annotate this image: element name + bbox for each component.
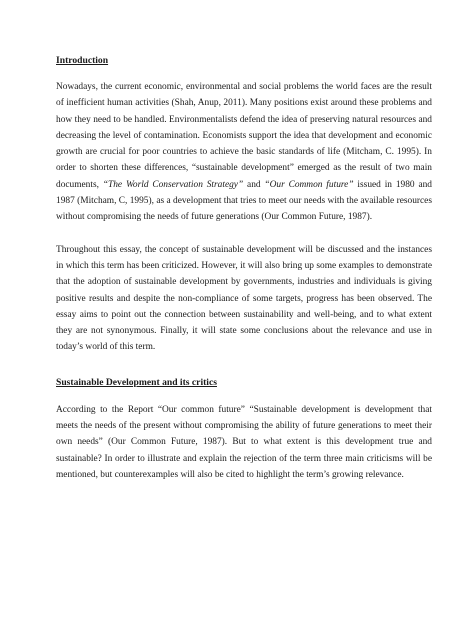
section-heading-critics: Sustainable Development and its critics: [56, 376, 217, 388]
paragraph-introduction-2: Throughout this essay, the concept of sustainable development will be discussed and the instances in which this term has been criticized. However, it will also bring up some examples to demonstrate that the adoption of sustainable development by governments, industries and individuals is giving positive results and despite the non-compliance of some targets, progress has been observed. The essay aims to point out the connection between sustainability and well-being, and to what extent they are not synonymous. Finally, it will state some conclusions about the relevance and use in today’s world of this term.: [56, 244, 432, 353]
section-heading-introduction: Introduction: [56, 55, 109, 66]
paragraph-text: Nowadays, the current economic, environmental and social problems the world faces are the result of inefficient human activities (Shah, Anup, 2011). Many positions exist around these problems and how they need to be handled. Environmentalists defend the idea of preserving natural resources and decreasing the level of contamination. Economists support the idea that development and economic growth are crucial for poor countries to achieve the basic standards of life (Mitcham, C. 1995). In order to shorten these differences, “sustainable development” emerged as the result of two main documents,: [56, 82, 432, 190]
paragraph-introduction-1: [56, 79, 432, 226]
document-title-world-conservation-strategy: “The World Conservation Strategy”: [102, 179, 244, 190]
document-title-our-common-future: “Our Common future”: [264, 179, 354, 190]
paragraph-text: and: [243, 179, 265, 190]
paragraph-text: issued in 1980 and 1987 (Mitcham, C, 1995), as a development that tries to meet our needs with the available resources without compromising the needs of future generations (Our Common Future, 1987).: [56, 179, 432, 223]
paragraph-critics-1: According to the Report “Our common future” “Sustainable development is development that meets the needs of the present without compromising the ability of future generations to meet their own needs” (Our Common Future, 1987). But to what extent is this development true and sustainable? In order to illustrate and explain the rejection of the term three main criticisms will be mentioned, but counterexamples will also be cited to highlight the term’s growing relevance.: [56, 404, 432, 480]
